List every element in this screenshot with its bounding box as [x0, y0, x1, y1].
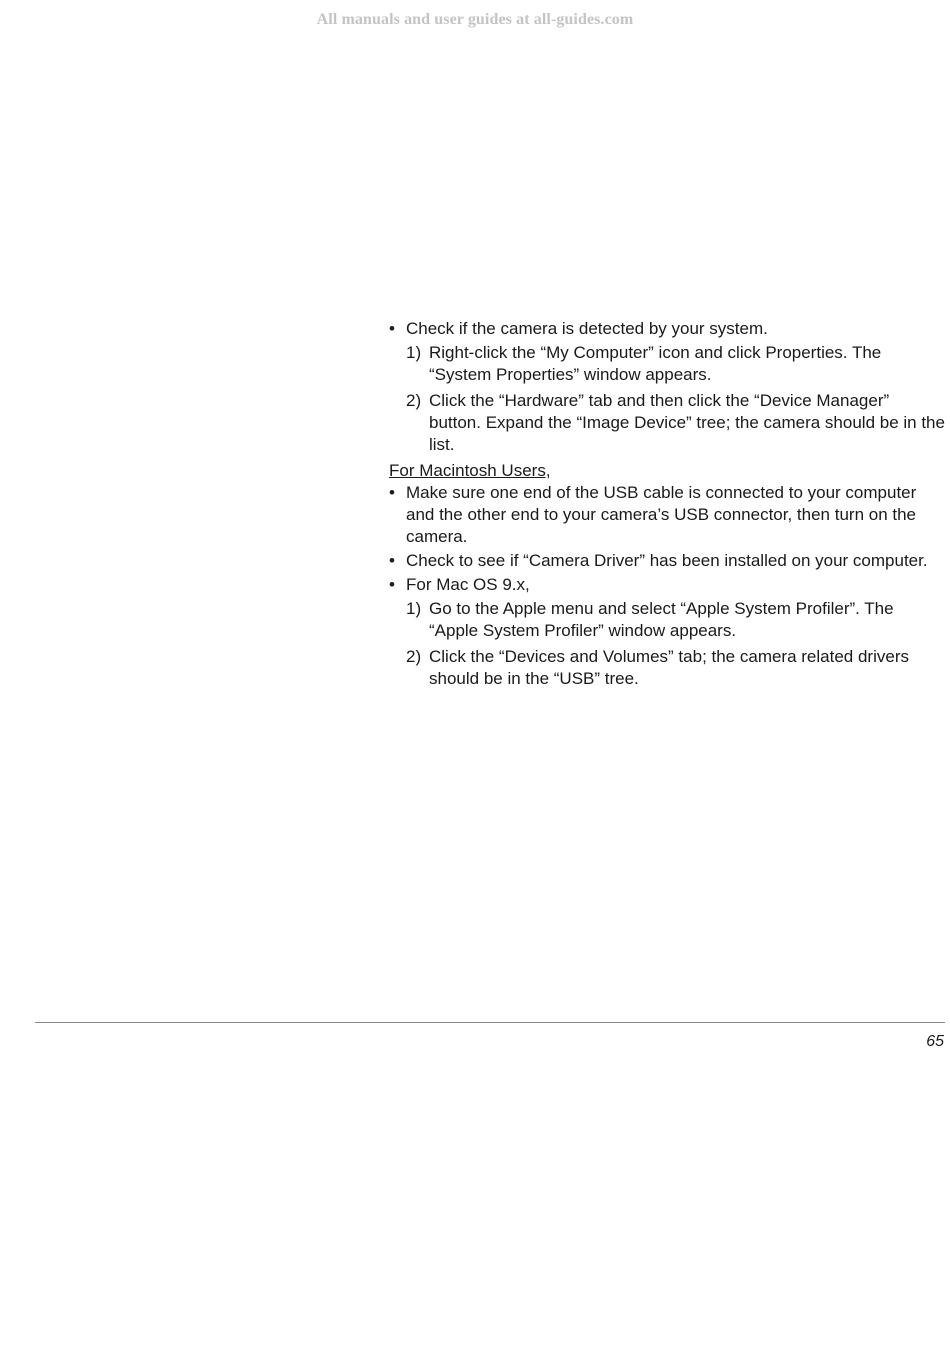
bullet-text: Check if the camera is detected by your system.: [406, 319, 768, 338]
step-text: Go to the Apple menu and select “Apple System Profiler”. The “Apple System Profiler” window appears.: [429, 599, 894, 640]
windows-steps: [389, 342, 945, 456]
step-text: Click the “Hardware” tab and then click the “Device Manager” button. Expand the “Image Device” tree; the camera should be in the list.: [429, 391, 945, 454]
step-text: Right-click the “My Computer” icon and click Properties. The “System Properties” window appears.: [429, 343, 882, 384]
step-item: [389, 598, 945, 642]
step-item: [389, 646, 945, 690]
bullet-icon: •: [389, 319, 395, 338]
bullet-icon: •: [389, 551, 395, 570]
bullet-check-detected: [389, 318, 945, 340]
bullet-text: For Mac OS 9.x,: [406, 575, 530, 594]
bullet-mac-os: [389, 574, 945, 596]
step-item: [389, 342, 945, 386]
mac-steps: [389, 598, 945, 690]
watermark-text: All manuals and user guides at all-guides.com: [316, 11, 634, 28]
step-number: 2): [406, 647, 422, 666]
step-text: Click the “Devices and Volumes” tab; the camera related drivers should be in the “USB” tree.: [429, 647, 909, 688]
bullet-usb-cable: [389, 482, 945, 548]
bullet-text: Check to see if “Camera Driver” has been installed on your computer.: [406, 551, 928, 570]
step-number: 2): [406, 391, 422, 410]
mac-section-heading: For Macintosh Users,: [389, 461, 551, 480]
step-item: [389, 390, 945, 456]
step-number: 1): [406, 599, 422, 618]
step-number: 1): [406, 343, 422, 362]
bullet-text: Make sure one end of the USB cable is connected to your computer and the other end to your camera’s USB connector, then turn on the camera.: [406, 483, 917, 546]
page-number: 65: [926, 1033, 944, 1050]
bullet-camera-driver: [389, 550, 945, 572]
bullet-icon: •: [389, 575, 395, 594]
footer-divider: [35, 1022, 945, 1023]
bullet-icon: •: [389, 483, 395, 502]
manual-content: [389, 318, 945, 694]
